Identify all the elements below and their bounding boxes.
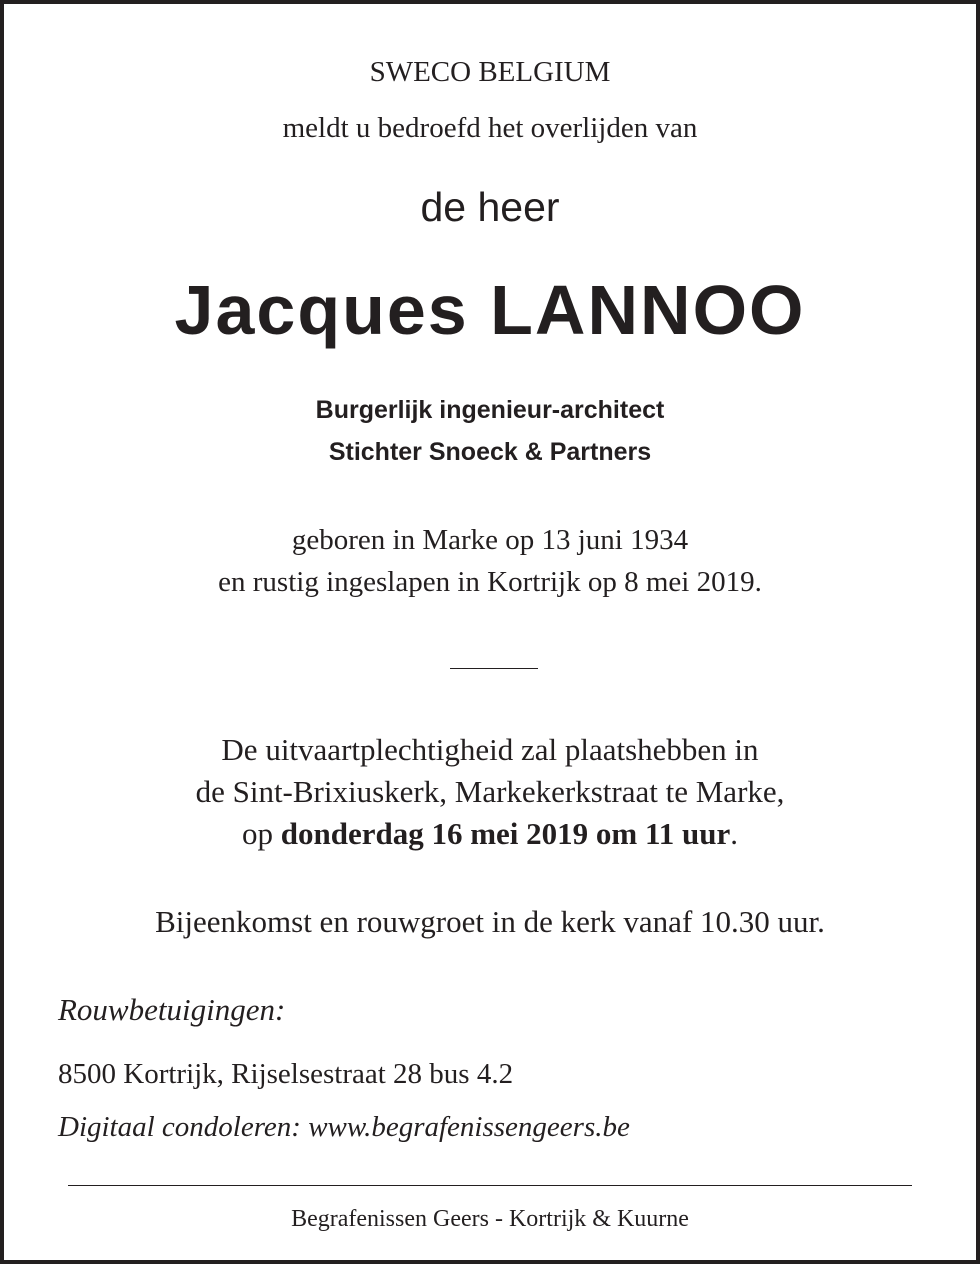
footer-divider — [68, 1185, 912, 1186]
birth-text: geboren in Marke op 13 juni 1934 — [291, 524, 689, 556]
salutation: de heer — [420, 184, 560, 230]
title-line: Burgerlijk ingenieur-architect — [315, 396, 665, 424]
condolences-address: 8500 Kortrijk, Rijselsestraat 28 bus 4.2 — [58, 1058, 514, 1090]
death-text: en rustig ingeslapen in Kortrijk op 8 mei 2019. — [218, 566, 762, 598]
condolences-heading: Rouwbetuigingen: — [58, 992, 286, 1027]
gathering-text: Bijeenkomst en rouwgroet in de kerk vanaf 10.30 uur. — [155, 904, 825, 939]
funeral-line-2: de Sint-Brixiuskerk, Markekerkstraat te Marke, — [195, 774, 785, 809]
deceased-name: Jacques LANNOO — [174, 271, 806, 349]
online-condolences: Digitaal condoleren: www.begrafenissengeers.be — [58, 1111, 630, 1143]
funeral-prefix: op — [241, 816, 281, 851]
company-name: SWECO BELGIUM — [369, 56, 611, 88]
funeral-line-3 — [4, 816, 976, 852]
short-divider — [450, 668, 538, 669]
funeral-suffix: . — [730, 816, 739, 851]
title-line: Stichter Snoeck & Partners — [328, 438, 652, 466]
footer-text: Begrafenissen Geers - Kortrijk & Kuurne — [291, 1206, 689, 1232]
funeral-line-1: De uitvaartplechtigheid zal plaatshebben in — [221, 732, 759, 767]
funeral-date-time: donderdag 16 mei 2019 om 11 uur — [280, 816, 731, 851]
intro-text: meldt u bedroefd het overlijden van — [282, 112, 698, 144]
